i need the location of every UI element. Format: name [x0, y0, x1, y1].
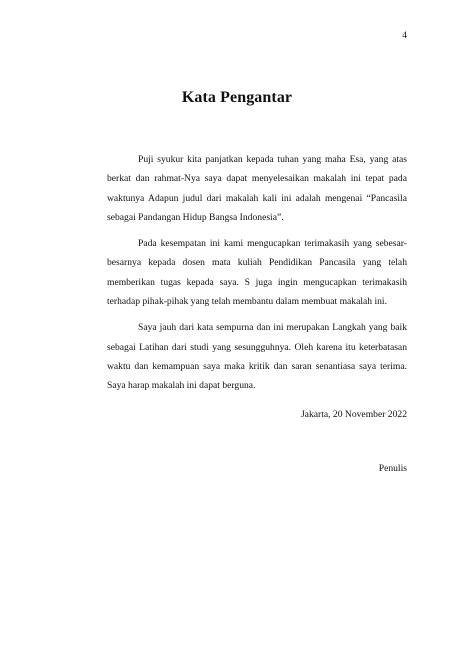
paragraph-1: Puji syukur kita panjatkan kepada tuhan yang maha Esa, yang atas berkat dan rahmat-Nya saya dapat menyelesaikan makalah ini tepat pada waktunya Adapun judul dari makalah kali ini adalah mengenai “Pancasila sebagai Pandangan Hidup Bangsa Indonesia”.	[107, 154, 407, 223]
page-number: 4	[402, 31, 407, 41]
document-body	[107, 150, 407, 403]
author-signature: Penulis	[378, 463, 407, 474]
paragraph-2: Pada kesempatan ini kami mengucapkan terimakasih yang sebesar-besarnya kepada dosen mata kuliah Pendidikan Pancasila yang telah memberikan tugas kepada saya. S juga ingin mengucapkan terimakasih terhadap pihak-pihak yang telah membantu dalam membuat makalah ini.	[107, 238, 407, 308]
page-title: Kata Pengantar	[181, 89, 293, 106]
paragraph-3: Saya jauh dari kata sempurna dan ini merupakan Langkah yang baik sebagai Latihan dari studi yang sesungguhnya. Oleh karena itu keterbatasan waktu dan kemampuan saya maka kritik dan saran senantiasa saya terima. Saya harap makalah ini dapat berguna.	[107, 322, 407, 392]
place-date: Jakarta, 20 November 2022	[300, 409, 407, 420]
